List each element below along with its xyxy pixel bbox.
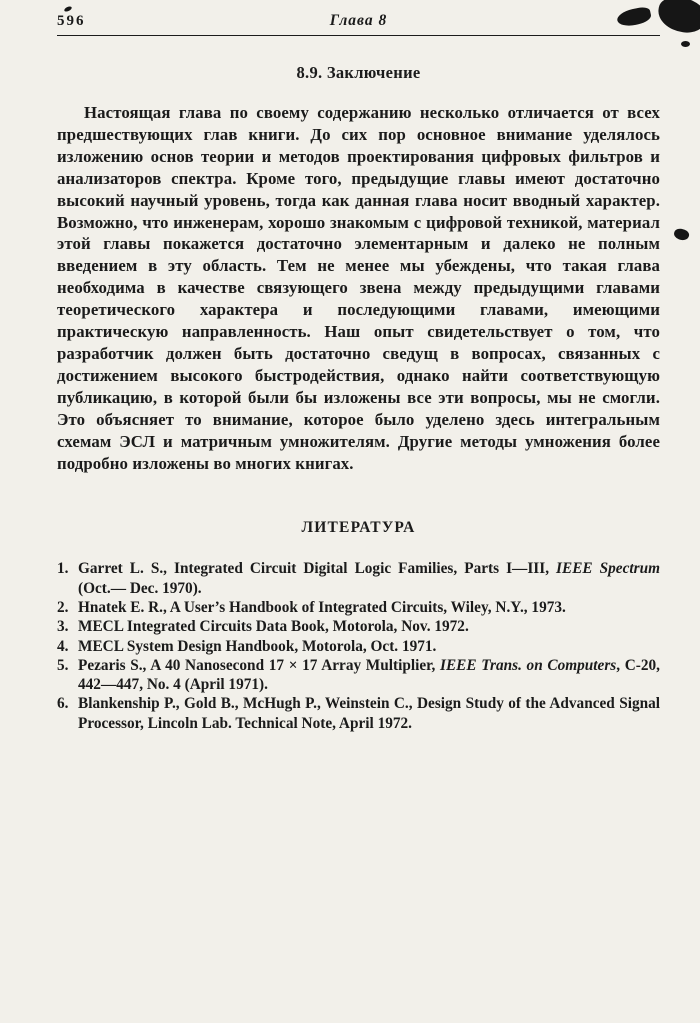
reference-segment: Garret L. S., Integrated Circuit Digital Logic Families, Parts I—III,: [78, 560, 557, 578]
reference-item-2: [57, 598, 660, 617]
reference-item-1: [57, 559, 660, 598]
reference-text: [78, 598, 660, 617]
section-paragraph: Настоящая глава по своему содержанию несколько отличается от всех предшествующих глав книги. До сих пор основное внимание уделялось изложению основ теории и методов проектирования цифровых фильтров и анализаторов спектра. Кроме того, предыдущие главы имеют достаточно высокий научный уровень, тогда как данная глава носит вводный характер. Возможно, что инженерам, хорошо знакомым с цифровой техникой, материал этой главы покажется достаточно элементарным и далеко не полным введением в эту область. Тем не менее мы убеждены, что такая глава необходима в качестве связующего звена между предыдущими главами теоретического характера и последующими главами, имеющими практическую направленность. Наш опыт свидетельствует о том, что разработчик должен быть достаточно сведущ в вопросах, связанных с достижением высокого быстродействия, однако найти соответствующую публикацию, в которой были бы изложены все эти вопросы, мы не смогли. Это объясняет то внимание, которое было уделено здесь интегральным схемам ЭСЛ и матричным умножителям. Другие методы умножения более подробно изложены во многих книгах.: [57, 103, 660, 473]
reference-segment: MECL Integrated Circuits Data Book, Motorola, Nov. 1972.: [78, 618, 469, 636]
reference-number: 6.: [57, 695, 69, 713]
reference-item-5: [57, 656, 660, 695]
scan-ink-mark: [656, 0, 700, 35]
reference-journal-name: IEEE Spectrum: [556, 560, 660, 578]
reference-segment: (Oct.— Dec. 1970).: [78, 579, 202, 597]
reference-number: 1.: [57, 560, 69, 578]
reference-segment: Pezaris S., A 40 Nanosecond 17 × 17 Array Multiplier,: [78, 656, 440, 674]
literature-heading: ЛИТЕРАТУРА: [301, 519, 416, 537]
reference-number: 2.: [57, 599, 69, 616]
header-rule: [57, 35, 660, 36]
reference-item-6: [57, 694, 660, 733]
page-number: 596: [57, 13, 86, 29]
reference-segment: Hnatek E. R., A User’s Handbook of Integrated Circuits, Wiley, N.Y., 1973.: [78, 599, 566, 616]
reference-segment: Blankenship P., Gold B., McHugh P., Weinstein C., Design Study of the Advanced Signal Processor, Lincoln Lab. Technical Note, April 1972.: [78, 695, 660, 732]
reference-text: [78, 617, 660, 636]
scan-ink-mark: [673, 227, 691, 242]
reference-text: [78, 637, 660, 656]
reference-list: [57, 559, 660, 733]
reference-number: 5.: [57, 656, 69, 674]
reference-segment: , C-20, 442—447, No. 4 (April 1971).: [78, 656, 660, 694]
reference-text: [78, 559, 660, 598]
reference-journal-name: IEEE Trans. on Computers: [440, 656, 617, 674]
running-head: [57, 12, 660, 32]
reference-number: 4.: [57, 637, 69, 655]
reference-number: 3.: [57, 618, 69, 636]
reference-item-4: [57, 637, 660, 656]
reference-item-3: [57, 617, 660, 636]
reference-segment: MECL System Design Handbook, Motorola, Oct. 1971.: [78, 637, 437, 655]
reference-text: [78, 694, 660, 733]
section-heading: 8.9. Заключение: [296, 63, 421, 82]
reference-text: [78, 656, 660, 695]
scan-ink-mark: [681, 41, 690, 47]
chapter-title: Глава 8: [329, 12, 388, 29]
